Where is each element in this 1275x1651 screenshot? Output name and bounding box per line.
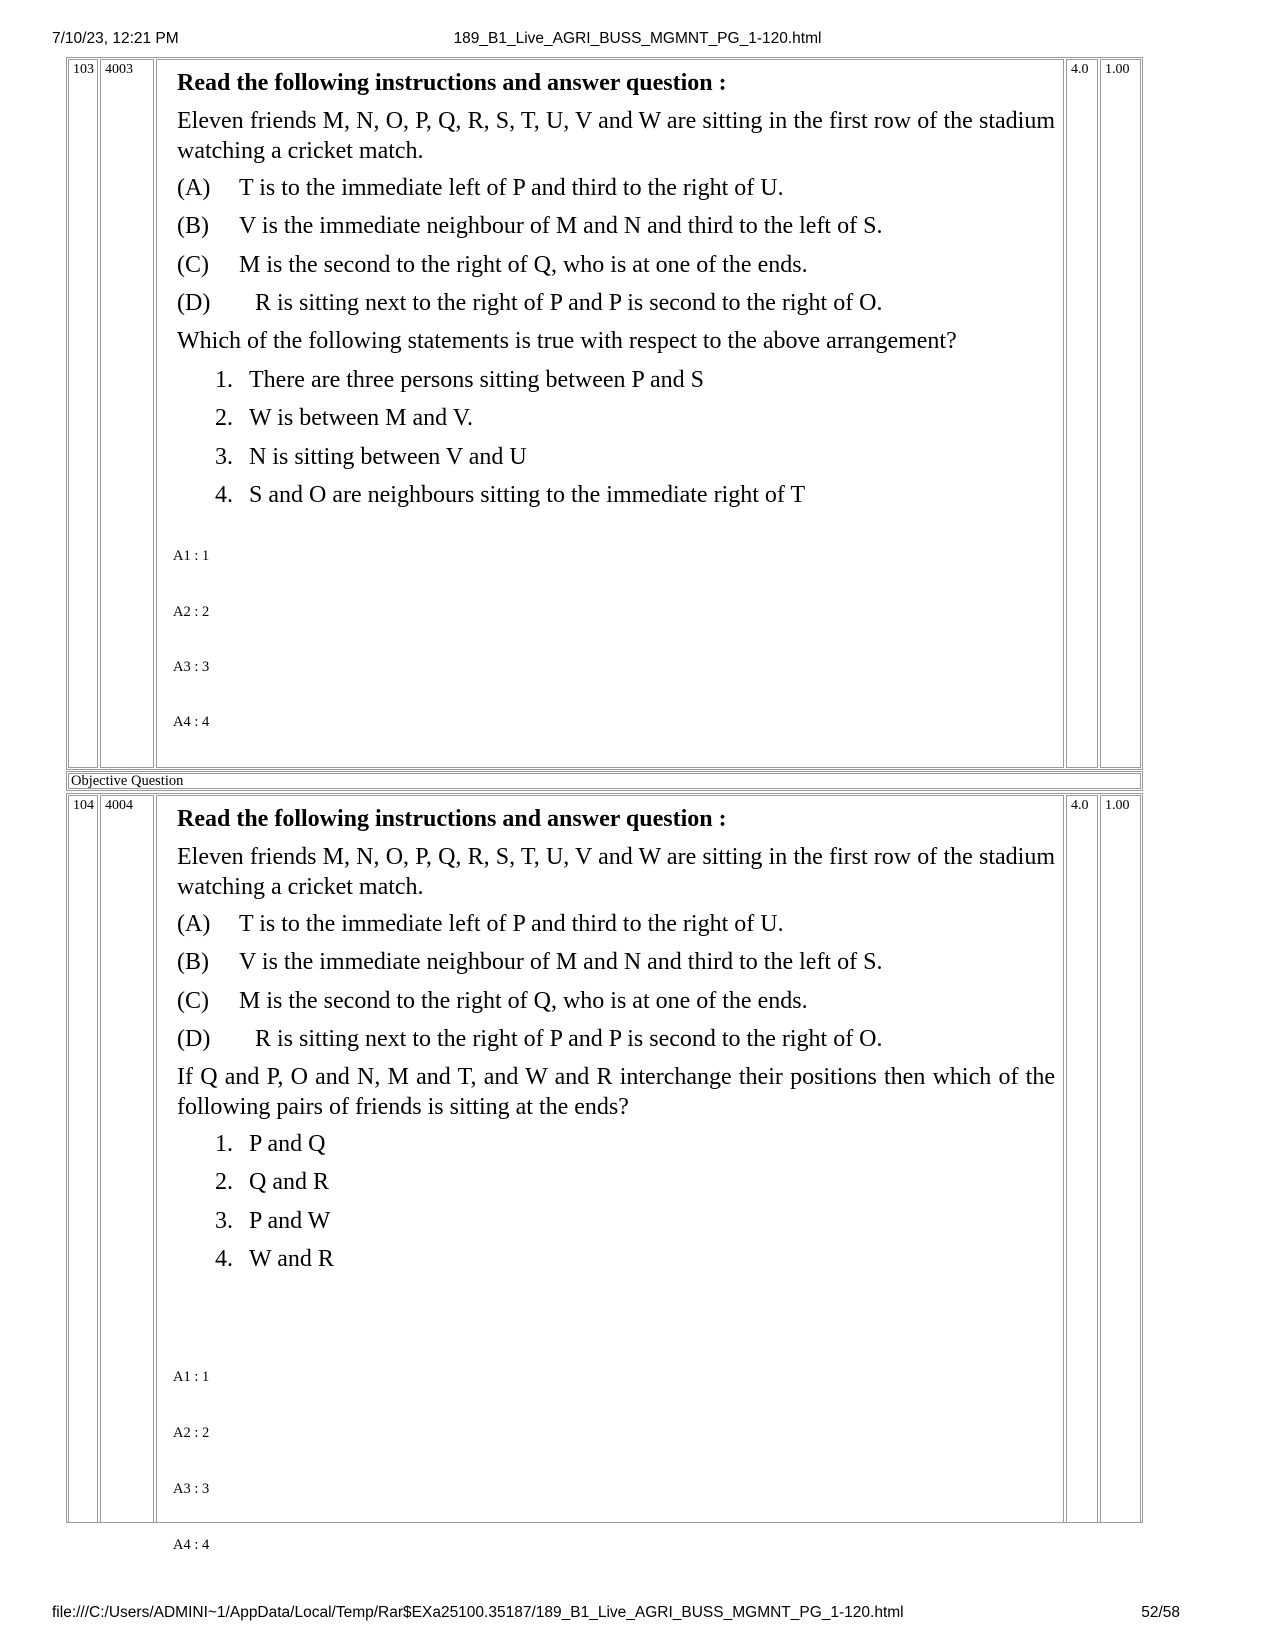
choice-2	[215, 1167, 329, 1197]
choice-number: 2.	[215, 1169, 233, 1195]
choice-number: 4.	[215, 1246, 233, 1272]
answer-option-3[interactable]: A3 : 3	[173, 659, 210, 675]
marks-cell	[1066, 795, 1098, 1523]
question-id-cell	[100, 795, 154, 1523]
page-number: 52/58	[1141, 1604, 1180, 1621]
condition-label: (B)	[177, 213, 209, 239]
choice-text: W and R	[249, 1246, 334, 1272]
condition-label: (D)	[177, 1026, 211, 1052]
choice-text: P and W	[249, 1208, 331, 1234]
section-label: Objective Question	[71, 773, 184, 789]
condition-label: (A)	[177, 175, 211, 201]
serial-number: 104	[73, 798, 94, 813]
choice-4	[215, 1244, 334, 1274]
choice-number: 1.	[215, 1131, 233, 1157]
question-id-cell	[100, 59, 154, 768]
condition-text: T is to the immediate left of P and third to the right of U.	[239, 175, 784, 201]
negative-marks: 1.00	[1105, 62, 1130, 77]
question-stem: Which of the following statements is true with respect to the above arrangement?	[177, 328, 957, 354]
question-intro: Eleven friends M, N, O, P, Q, R, S, T, U, V and W are sitting in the first row of the stadium watching a cricket match.	[177, 108, 1055, 164]
print-title: 189_B1_Live_AGRI_BUSS_MGMNT_PG_1-120.html	[453, 30, 822, 47]
choice-3	[215, 442, 527, 472]
question-stem: If Q and P, O and N, M and T, and W and R interchange their positions then which of the following pairs of friends is sitting at the ends?	[177, 1064, 1055, 1120]
condition-text: M is the second to the right of Q, who is at one of the ends.	[239, 988, 808, 1014]
choice-number: 1.	[215, 367, 233, 393]
instruction-heading: Read the following instructions and answer question :	[177, 806, 727, 832]
choice-1	[215, 1129, 325, 1159]
serial-number-cell	[68, 795, 98, 1523]
answer-option-4[interactable]: A4 : 4	[173, 1537, 210, 1553]
choice-text: W is between M and V.	[249, 405, 473, 431]
answer-option-1[interactable]: A1 : 1	[173, 548, 210, 564]
instruction-heading: Read the following instructions and answer question :	[177, 70, 727, 96]
answer-option-2[interactable]: A2 : 2	[173, 1425, 210, 1441]
condition-label: (B)	[177, 949, 209, 975]
file-path: file:///C:/Users/ADMINI~1/AppData/Local/Temp/Rar$EXa25100.35187/189_B1_Live_AGRI_BUSS_MGMNT_PG_1-120.html	[52, 1604, 904, 1621]
answer-option-3[interactable]: A3 : 3	[173, 1481, 210, 1497]
question-intro: Eleven friends M, N, O, P, Q, R, S, T, U, V and W are sitting in the first row of the stadium watching a cricket match.	[177, 844, 1055, 900]
condition-text: V is the immediate neighbour of M and N and third to the left of S.	[239, 213, 883, 239]
condition-text: T is to the immediate left of P and third to the right of U.	[239, 911, 784, 937]
choice-number: 3.	[215, 444, 233, 470]
condition-text: V is the immediate neighbour of M and N and third to the left of S.	[239, 949, 883, 975]
choice-number: 4.	[215, 482, 233, 508]
condition-label: (A)	[177, 911, 211, 937]
choice-text: S and O are neighbours sitting to the immediate right of T	[249, 482, 806, 508]
negative-marks-cell	[1100, 795, 1141, 1523]
print-header	[0, 30, 1275, 50]
choice-text: N is sitting between V and U	[249, 444, 527, 470]
marks: 4.0	[1071, 62, 1089, 77]
answer-option-4[interactable]: A4 : 4	[173, 714, 210, 730]
condition-label: (C)	[177, 988, 209, 1014]
serial-number: 103	[73, 62, 94, 77]
condition-text: M is the second to the right of Q, who is at one of the ends.	[239, 252, 808, 278]
choice-2	[215, 403, 473, 433]
negative-marks-cell	[1100, 59, 1141, 768]
choice-3	[215, 1206, 330, 1236]
print-footer	[0, 1604, 1275, 1624]
condition-label: (D)	[177, 290, 211, 316]
choice-4	[215, 480, 805, 510]
choice-1	[215, 365, 704, 395]
choice-text: There are three persons sitting between P and S	[249, 367, 704, 393]
answer-option-2[interactable]: A2 : 2	[173, 604, 210, 620]
question-id: 4003	[105, 62, 133, 77]
question-id: 4004	[105, 798, 133, 813]
print-datetime: 7/10/23, 12:21 PM	[52, 30, 179, 47]
choice-number: 2.	[215, 405, 233, 431]
choice-text: P and Q	[249, 1131, 326, 1157]
answer-option-1[interactable]: A1 : 1	[173, 1369, 210, 1385]
condition-label: (C)	[177, 252, 209, 278]
choice-number: 3.	[215, 1208, 233, 1234]
section-separator-cell	[68, 773, 1141, 789]
condition-text: R is sitting next to the right of P and P is second to the right of O.	[255, 1026, 883, 1052]
condition-text: R is sitting next to the right of P and P is second to the right of O.	[255, 290, 883, 316]
serial-number-cell	[68, 59, 98, 768]
choice-text: Q and R	[249, 1169, 329, 1195]
negative-marks: 1.00	[1105, 798, 1130, 813]
marks: 4.0	[1071, 798, 1089, 813]
marks-cell	[1066, 59, 1098, 768]
question-body-cell	[156, 795, 1064, 1523]
